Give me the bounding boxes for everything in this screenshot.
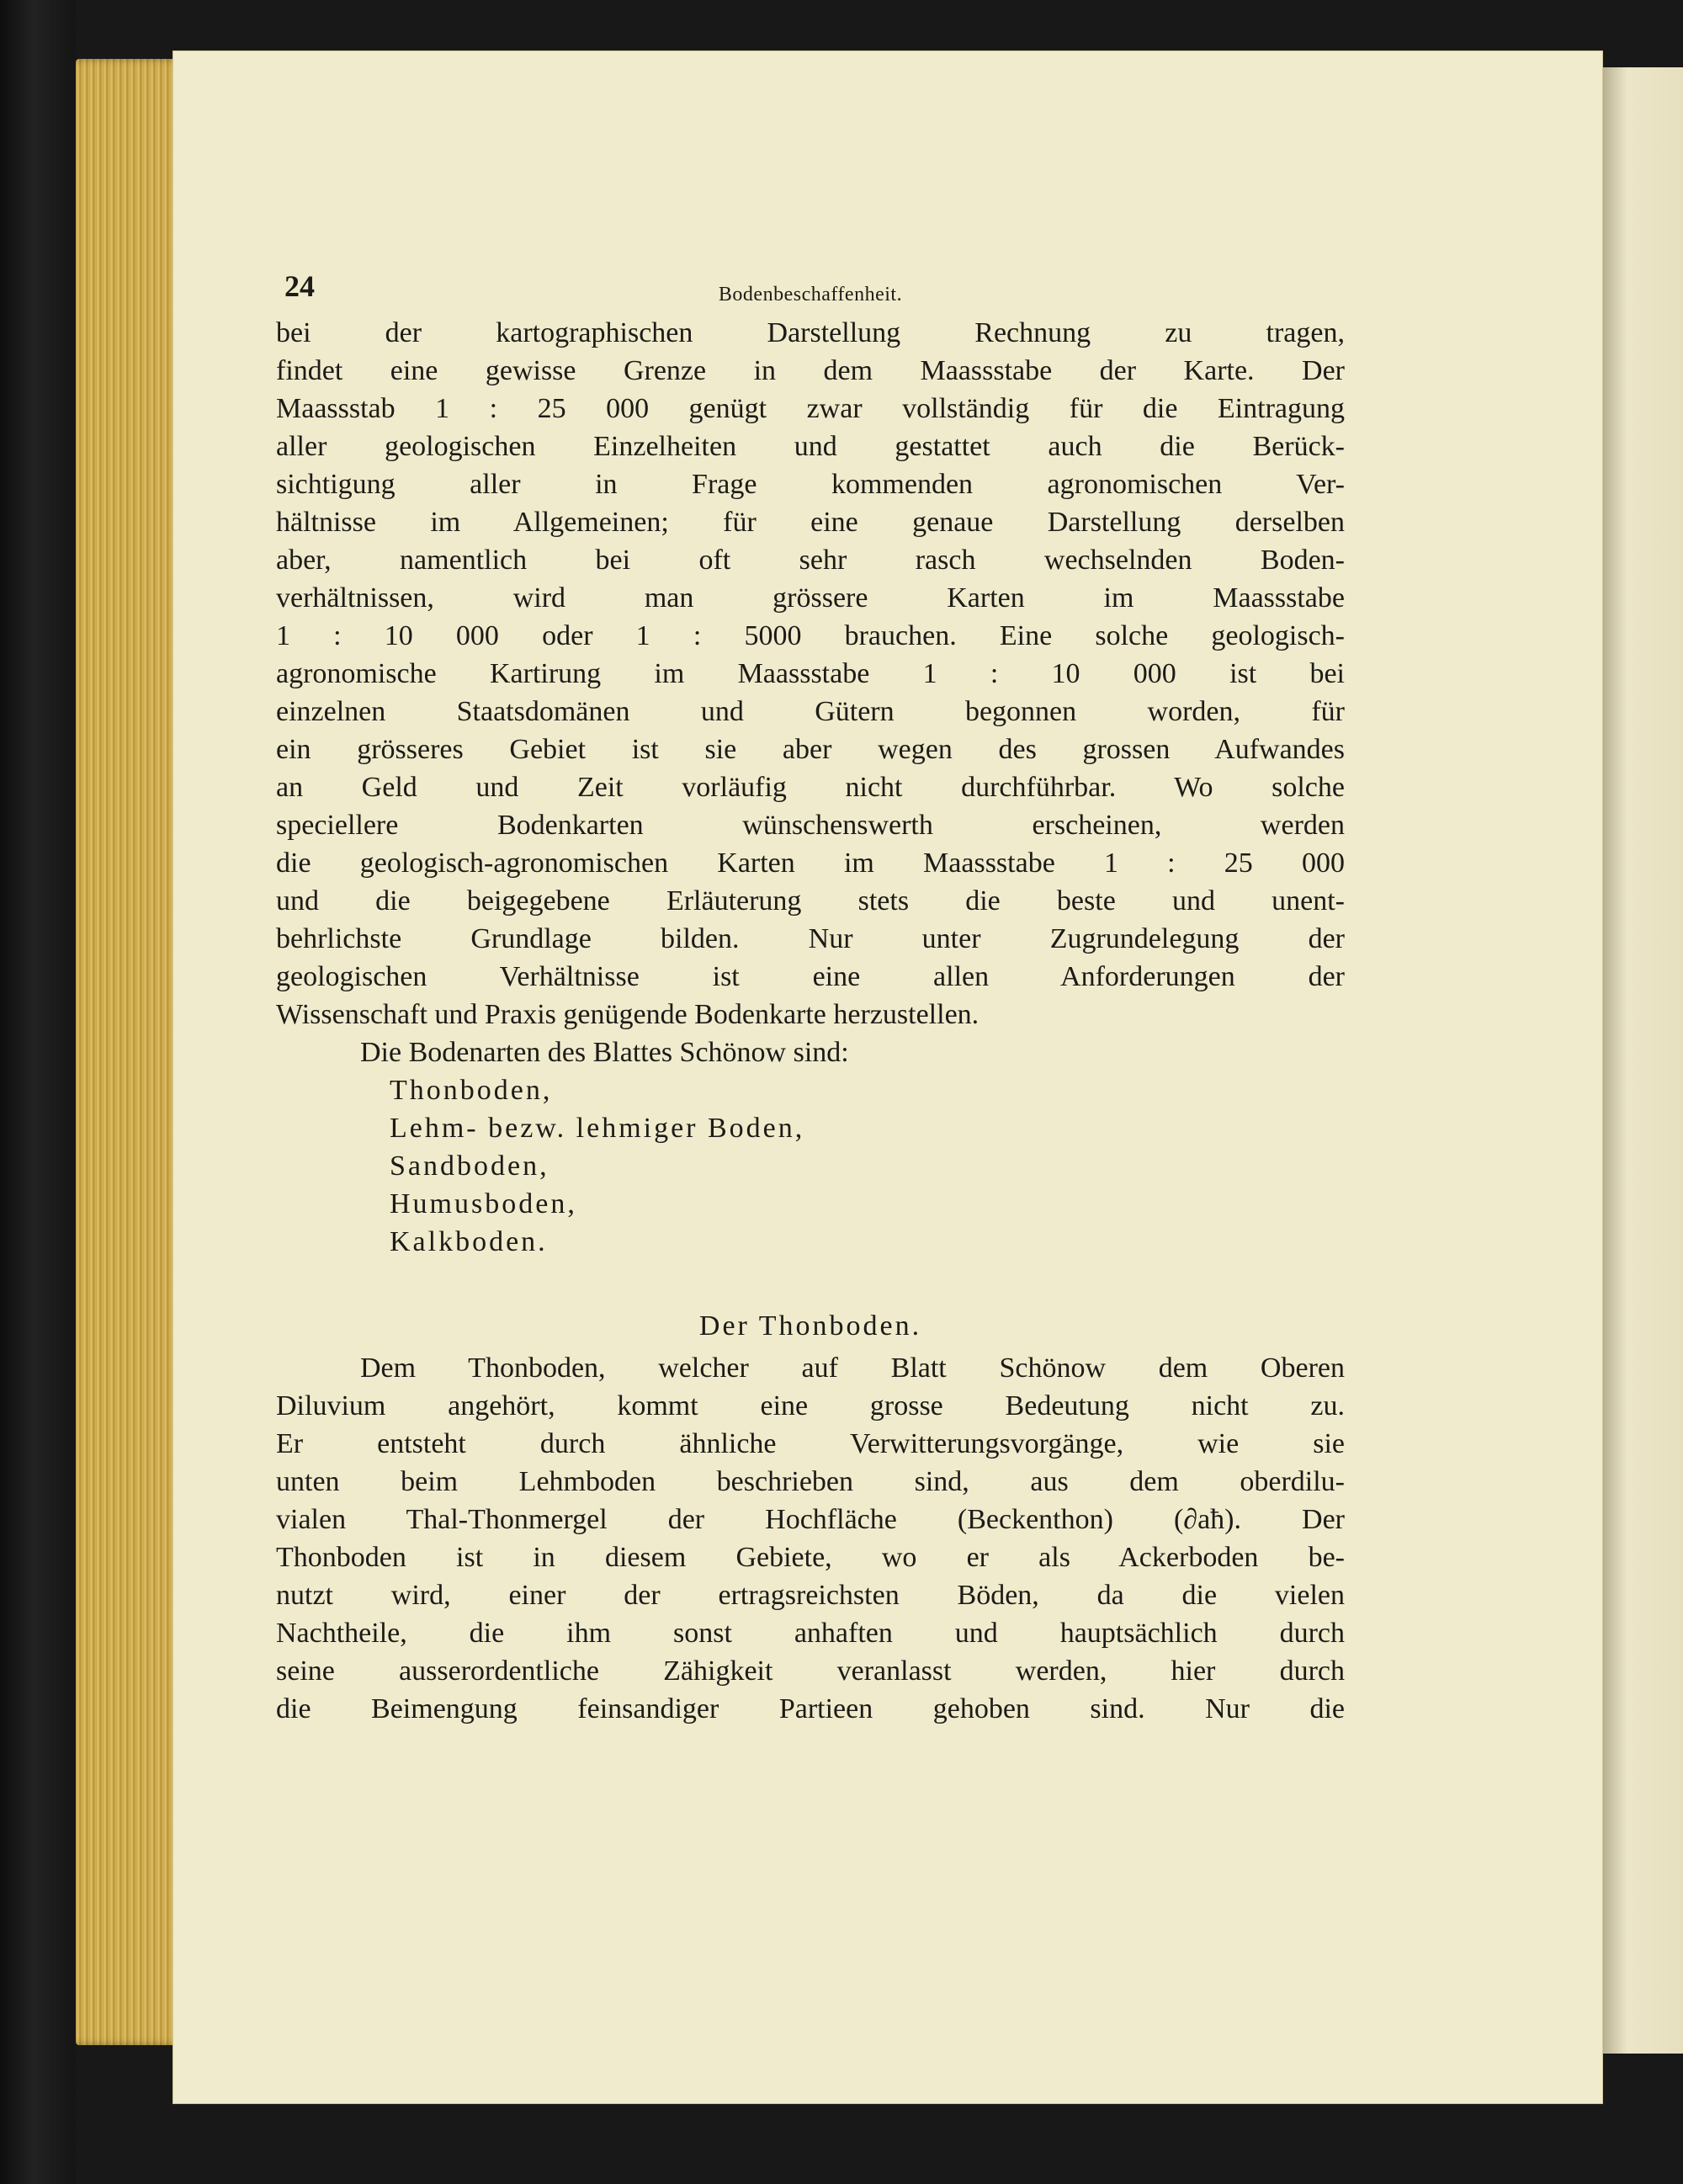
text-line: Thonboden ist in diesem Gebiete, wo er als Ackerboden be- (276, 1542, 1345, 1573)
text-line: hältnisse im Allgemeinen; für eine genaue Darstellung derselben (276, 507, 1345, 538)
text-line: unten beim Lehmboden beschrieben sind, aus dem oberdilu- (276, 1466, 1345, 1497)
text-line: agronomische Kartirung im Maassstabe 1 : 10 000 ist bei (276, 658, 1345, 689)
text-line: behrlichste Grundlage bilden. Nur unter Zugrundelegung der (276, 923, 1345, 954)
page-content (276, 268, 1345, 1728)
text-line: Wissenschaft und Praxis genügende Bodenkarte herzustellen. (276, 999, 980, 1030)
text-line: aller geologischen Einzelheiten und gestattet auch die Berück- (276, 431, 1345, 462)
text-line: seine ausserordentliche Zähigkeit veranlasst werden, hier durch (276, 1655, 1345, 1687)
running-head (276, 268, 1345, 314)
list-item: Sandboden, (390, 1150, 549, 1182)
text-line: speciellere Bodenkarten wünschenswerth erscheinen, werden (276, 810, 1345, 841)
text-line: einzelnen Staatsdomänen und Gütern begonnen worden, für (276, 696, 1345, 727)
text-line: die Beimengung feinsandiger Partieen gehoben sind. Nur die (276, 1693, 1345, 1724)
text-line: aber, namentlich bei oft sehr rasch wechselnden Boden- (276, 545, 1345, 576)
section-heading: Der Thonboden. (698, 1310, 922, 1342)
list-intro: Die Bodenarten des Blattes Schönow sind: (360, 1037, 849, 1068)
text-line: ein grösseres Gebiet ist sie aber wegen des grossen Aufwandes (276, 734, 1345, 765)
page-edges (76, 59, 185, 2045)
book-cover (0, 0, 76, 2184)
page-number: 24 (284, 269, 315, 303)
text-line: vialen Thal-Thonmergel der Hochfläche (Beckenthon) (∂aħ). Der (276, 1504, 1345, 1535)
list-item: Thonboden, (390, 1075, 553, 1106)
next-page-edge (1603, 67, 1683, 2054)
paragraph-1 (276, 314, 1345, 1034)
text-line: Er entsteht durch ähnliche Verwitterungsvorgänge, wie sie (276, 1428, 1345, 1459)
text-line: geologischen Verhältnisse ist eine allen Anforderungen der (276, 961, 1345, 992)
running-head-title: Bodenbeschaffenheit. (718, 284, 903, 306)
paragraph-2 (276, 1349, 1345, 1728)
list-item: Humusboden, (390, 1188, 577, 1220)
text-line: Dem Thonboden, welcher auf Blatt Schönow dem Oberen (360, 1352, 1345, 1384)
list-item: Lehm- bezw. lehmiger Boden, (390, 1113, 805, 1144)
text-line: bei der kartographischen Darstellung Rechnung zu tragen, (276, 317, 1345, 348)
text-line: nutzt wird, einer der ertragsreichsten Böden, da die vielen (276, 1580, 1345, 1611)
text-line: und die beigegebene Erläuterung stets die beste und unent- (276, 885, 1345, 917)
text-line: findet eine gewisse Grenze in dem Maassstabe der Karte. Der (276, 355, 1345, 386)
text-line: an Geld und Zeit vorläufig nicht durchführbar. Wo solche (276, 772, 1345, 803)
list-item: Kalkboden. (390, 1226, 548, 1257)
text-line: 1 : 10 000 oder 1 : 5000 brauchen. Eine solche geologisch- (276, 620, 1345, 651)
text-line: die geologisch-agronomischen Karten im Maassstabe 1 : 25 000 (276, 848, 1345, 879)
soil-type-list (276, 1071, 1345, 1261)
text-line: verhältnissen, wird man grössere Karten im Maassstabe (276, 582, 1345, 614)
text-line: Diluvium angehört, kommt eine grosse Bedeutung nicht zu. (276, 1390, 1345, 1421)
text-line: sichtigung aller in Frage kommenden agronomischen Ver- (276, 469, 1345, 500)
text-line: Maassstab 1 : 25 000 genügt zwar vollständig für die Eintragung (276, 393, 1345, 424)
text-line: Nachtheile, die ihm sonst anhaften und hauptsächlich durch (276, 1618, 1345, 1649)
